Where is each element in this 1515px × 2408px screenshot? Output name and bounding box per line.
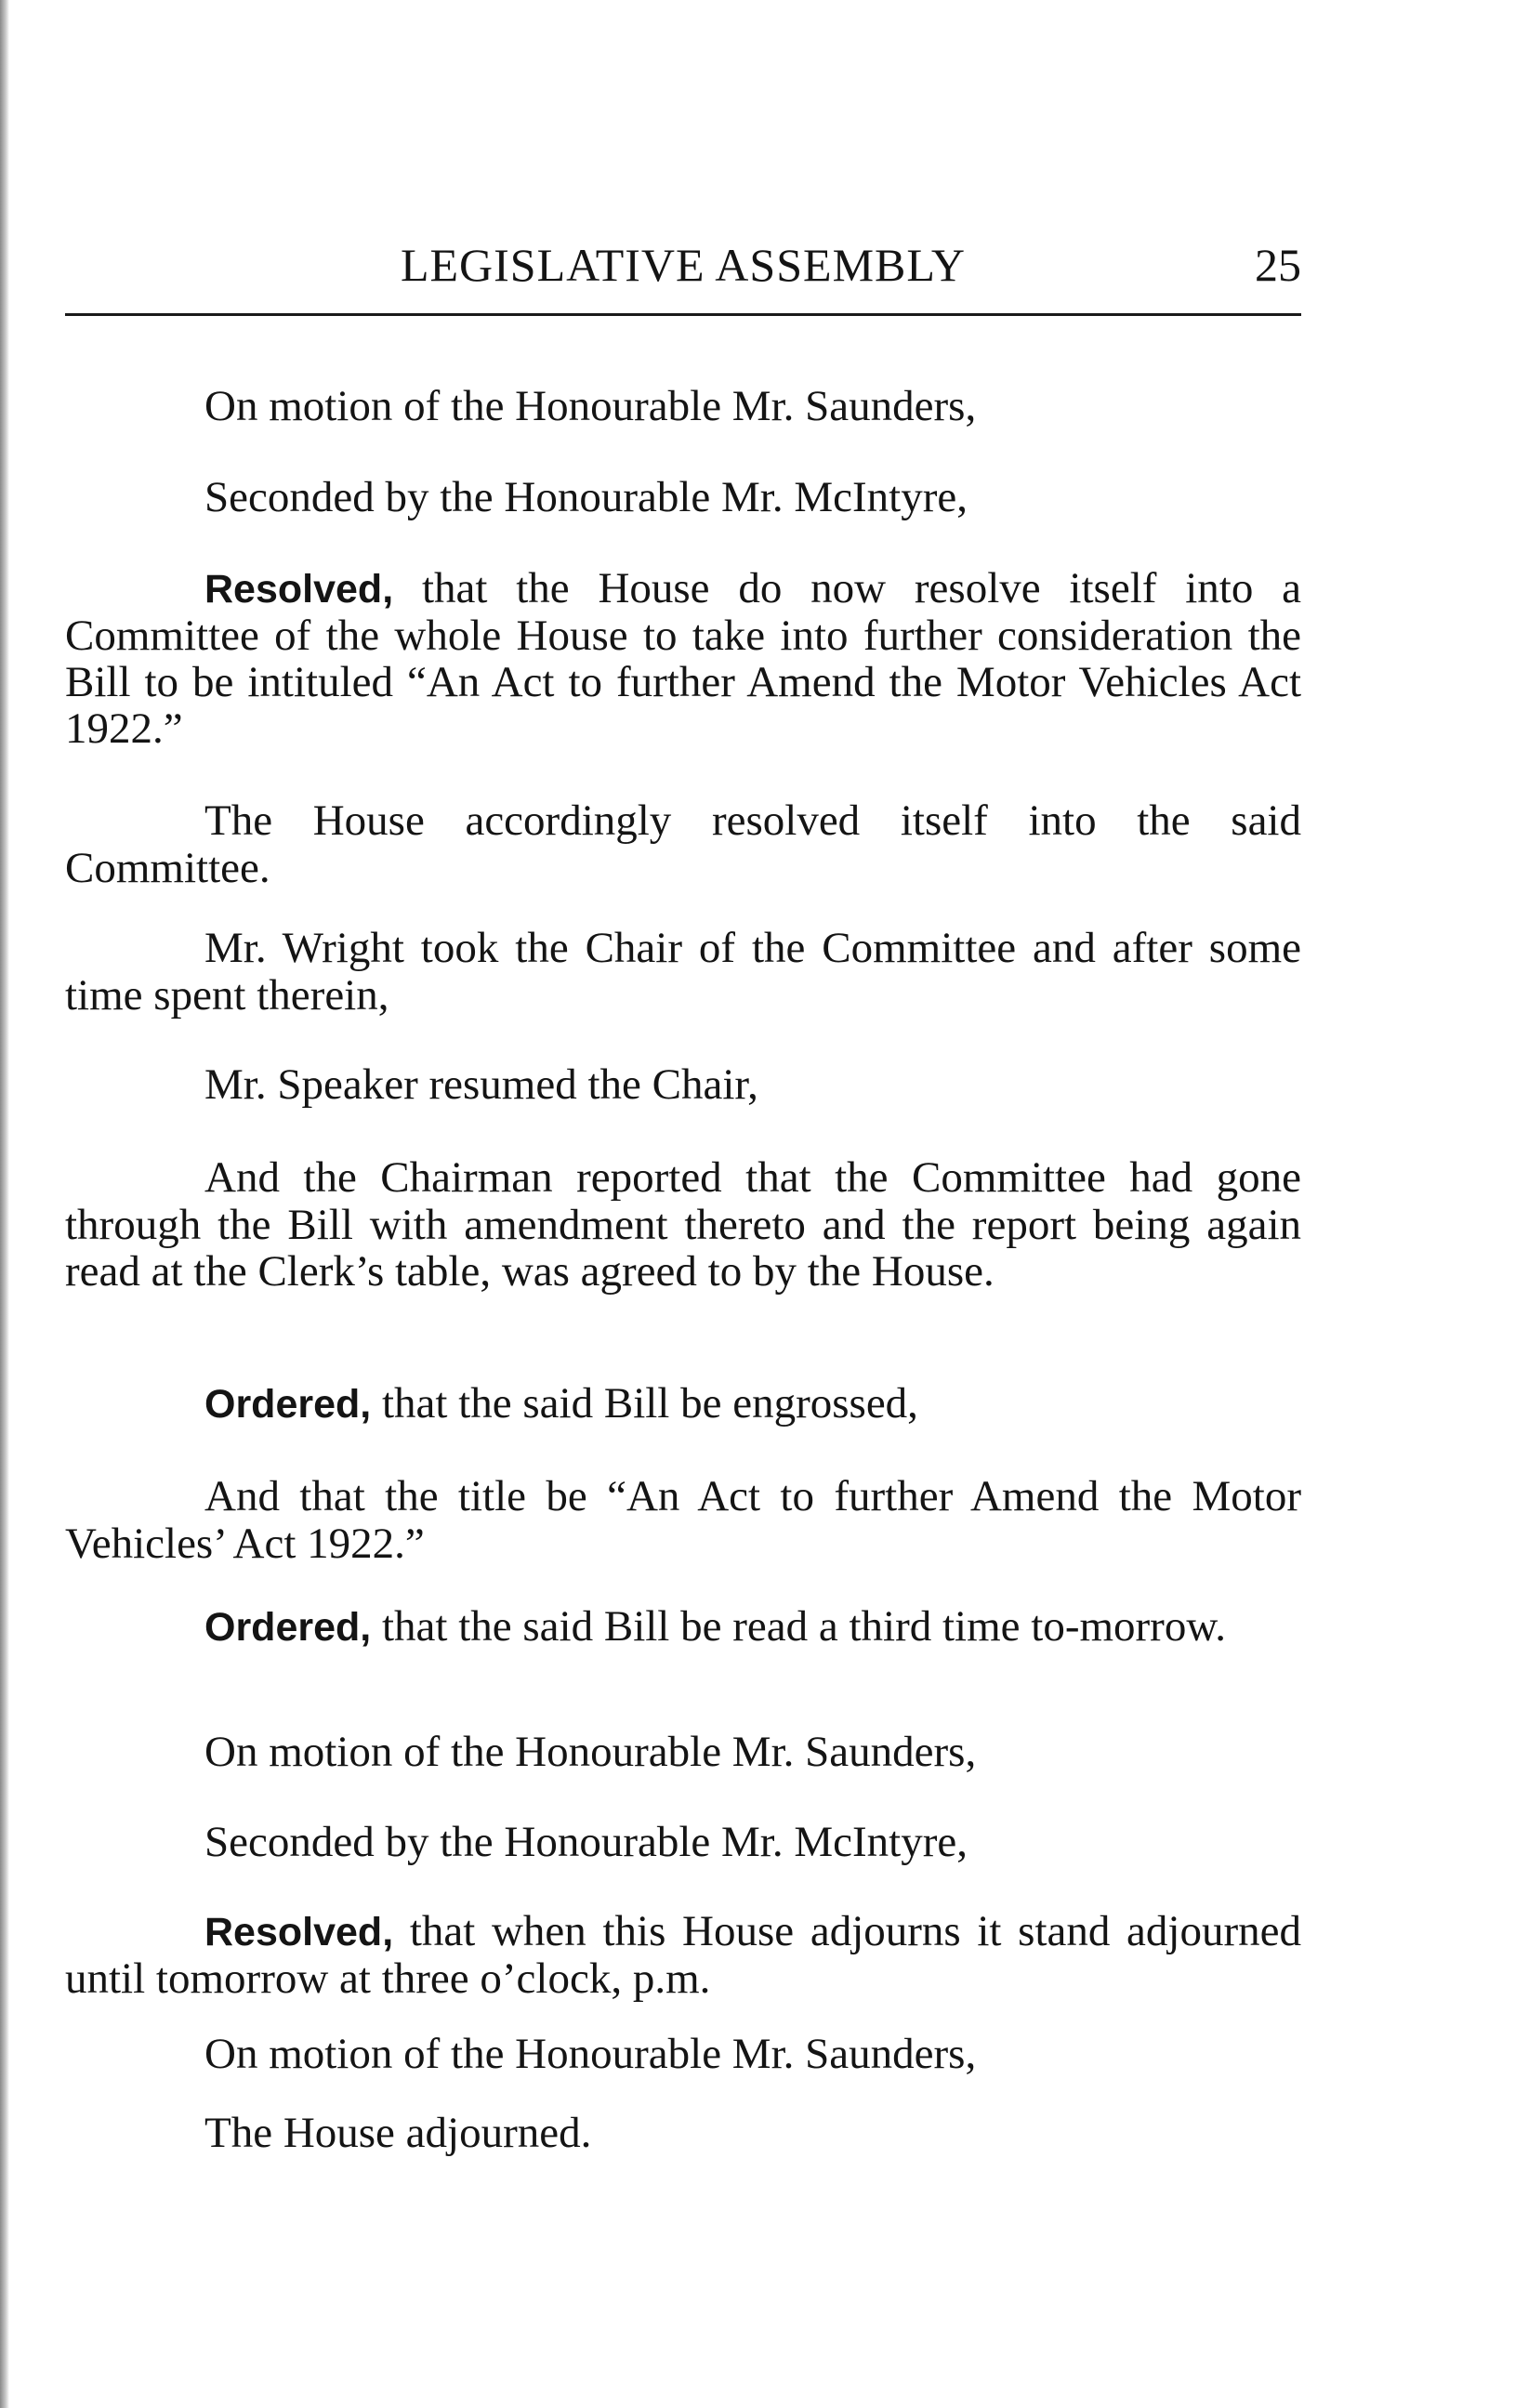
paragraph-adjourned: [65, 2110, 1301, 2157]
paragraph-text: And the Chairman reported that the Committee had gone through the Bill with amendment thereto and the report being again read at the Clerk’s table, was agreed to by the House.: [65, 1153, 1301, 1296]
paragraph-ordered-2: [65, 1603, 1301, 1651]
paragraph-lead: Ordered,: [204, 1382, 372, 1427]
paragraph-seconded-2: [65, 1819, 1301, 1866]
paragraph-seconded-1: [65, 474, 1301, 521]
paragraph-report: [65, 1154, 1301, 1295]
paragraph-text: The House accordingly resolved itself into the said Committee.: [65, 796, 1301, 892]
paragraph-text: Seconded by the Honourable Mr. McIntyre,: [204, 1818, 968, 1866]
paragraph-text: that the said Bill be read a third time to-morrow.: [371, 1602, 1226, 1651]
paragraph-text: that the House do now resolve itself into a Committee of the whole House to take into further consideration the Bill to be intituled “An Act to further Amend the Motor Vehicles Act 1922.”: [65, 564, 1301, 753]
paragraph-chair: [65, 925, 1301, 1019]
header-rule: [65, 313, 1301, 316]
paragraph-text: On motion of the Honourable Mr. Saunders,: [204, 2030, 977, 2078]
paragraph-ordered-1: [65, 1380, 1301, 1428]
paragraph-committee: [65, 797, 1301, 891]
paragraph-text: Mr. Speaker resumed the Chair,: [204, 1060, 758, 1109]
paragraph-resolved-2: [65, 1908, 1301, 2002]
paragraph-lead: Ordered,: [204, 1605, 372, 1650]
paragraph-title: [65, 1473, 1301, 1567]
page-binding-edge: [0, 0, 9, 2408]
paragraph-text: Mr. Wright took the Chair of the Committee and after some time spent therein,: [65, 924, 1301, 1020]
paragraph-text: that the said Bill be engrossed,: [371, 1379, 918, 1428]
paragraph-text: And that the title be “An Act to further Amend the Motor Vehicles’ Act 1922.”: [65, 1472, 1301, 1568]
paragraph-text: The House adjourned.: [204, 2109, 592, 2157]
paragraph-text: On motion of the Honourable Mr. Saunders,: [204, 382, 977, 430]
paragraph-motion-1: [65, 383, 1301, 430]
paragraph-resolved-1: [65, 565, 1301, 752]
paragraph-lead: Resolved,: [204, 567, 394, 612]
running-head-title: LEGISLATIVE ASSEMBLY: [400, 239, 967, 291]
paragraph-speaker: [65, 1061, 1301, 1109]
paragraph-motion-2: [65, 1729, 1301, 1776]
paragraph-text: On motion of the Honourable Mr. Saunders,: [204, 1728, 977, 1776]
page-number: 25: [1255, 239, 1301, 291]
paragraph-lead: Resolved,: [204, 1910, 394, 1954]
page-header: [65, 237, 1301, 311]
paragraph-motion-3: [65, 2031, 1301, 2078]
paragraph-text: that when this House adjourns it stand adjourned until tomorrow at three o’clock, p.m.: [65, 1907, 1301, 2003]
paragraph-text: Seconded by the Honourable Mr. McIntyre,: [204, 473, 968, 521]
